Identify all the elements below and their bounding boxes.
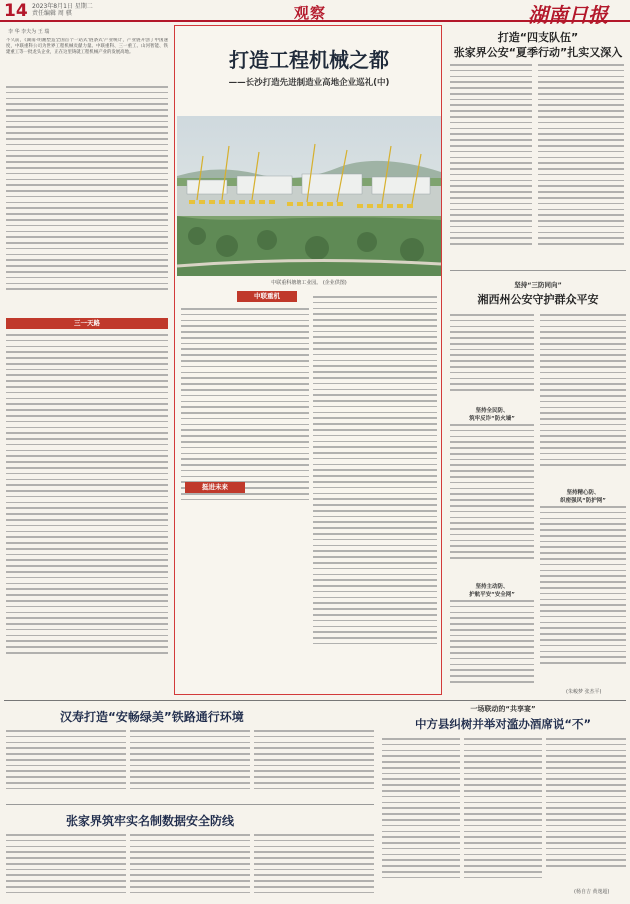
tag-fanzha	[450, 406, 534, 422]
bottom-left-title-2: 张家界筑牢实名制数据安全防线	[66, 814, 235, 828]
tag-fanghu-line2: 织密强风“防护网”	[560, 498, 606, 504]
bottom-right-body-c	[546, 738, 626, 884]
tag-fanzha-line2: 筑牢反诈“防火墙”	[469, 416, 515, 422]
right-title-line2: 张家界公安“夏季行动”扎实又深入	[453, 46, 623, 59]
right-body-2e	[540, 506, 626, 686]
box-body-text-2	[313, 296, 437, 688]
bottom-left2-body-a	[6, 834, 126, 900]
bottom-left-body-a	[6, 730, 126, 800]
bottom-left-divider	[6, 804, 374, 805]
left-body-text-2	[6, 334, 168, 694]
subheading-sanyi: 三一天路	[6, 318, 168, 329]
main-article-box	[174, 25, 442, 695]
right-divider-1	[450, 270, 626, 271]
tag-fanzha-line1: 坚持全民防、	[475, 408, 509, 414]
bottom-left-body-b	[130, 730, 250, 800]
bottom-left2-body-c	[254, 834, 374, 900]
right-kicker: 坚持“三防同向”	[514, 281, 562, 289]
bottom-right-author: (杨自吉 黄逸超)	[574, 889, 610, 895]
left-lead-text: 不久前，《湖南·明湘塑造全国首个一站式'链条式'产业统计，产业链开创了中国速度，中联重科公司为世界工程机械贡献力量。中联重科、三一重工、山河智能、铁建重工等一批龙头企业，正在这里铸就工程机械产业的发展高地。	[6, 38, 168, 56]
header-meta	[32, 3, 112, 17]
subheading-tieljian: 挺进未来	[185, 482, 245, 493]
main-article-title: 打造工程机械之都	[229, 48, 389, 72]
tag-fanghu	[540, 488, 626, 504]
bottom-divider	[4, 700, 626, 701]
section-title: 观察	[294, 4, 327, 22]
bottom-left2-body-b	[130, 834, 250, 900]
main-article-subtitle: ——长沙打造先进制造业高地企业巡礼(中)	[228, 78, 390, 88]
bottom-right-title: 中方县纠树并举对滥办酒席说“不”	[414, 717, 592, 731]
bottom-left-body-c	[254, 730, 374, 800]
right-title-line1: 打造“四支队伍”	[497, 31, 579, 44]
right-article-title	[450, 30, 626, 60]
newspaper-logo: 湖南日报	[528, 3, 608, 27]
photo-illustration	[177, 116, 441, 276]
box-body-text-1	[181, 308, 309, 688]
header-editor: 责任编辑 周 骐	[32, 10, 72, 17]
bottom-right-body-b	[464, 738, 542, 894]
subheading-zoomlion: 中联重机	[237, 291, 297, 302]
photo-caption: 中联重科塘塘工业园。 (企业供图)	[271, 280, 347, 286]
bottom-right-body-a	[382, 738, 460, 894]
left-byline: 李 华 李夫为 王 瑞	[8, 29, 50, 35]
right-body-1b	[538, 64, 624, 264]
right-body-2c	[450, 600, 534, 694]
right-body-2d	[540, 314, 626, 484]
header-date: 2023年8月1日 星期二	[32, 3, 93, 10]
right-author: (朱峻梦 张杰平)	[566, 689, 602, 695]
tag-anquan-line2: 护航平安“安全网”	[469, 592, 515, 598]
right-body-2b	[450, 424, 534, 574]
right-body-1a	[450, 64, 532, 264]
right-article2-title: 湘西州公安守护群众平安	[477, 293, 599, 306]
tag-anquan	[450, 582, 534, 598]
industrial-park-photo	[177, 116, 441, 276]
bottom-left-title: 汉寿打造“安畅绿美”铁路通行环境	[60, 710, 244, 724]
right-body-2a	[450, 314, 534, 404]
tag-fanghu-line1: 坚持精心防、	[566, 490, 600, 496]
page-number: 14	[4, 1, 28, 21]
left-body-text-1	[6, 86, 168, 314]
tag-anquan-line1: 坚持主动防、	[475, 584, 509, 590]
bottom-right-kicker: 一场联动的“共享宴”	[470, 705, 536, 713]
